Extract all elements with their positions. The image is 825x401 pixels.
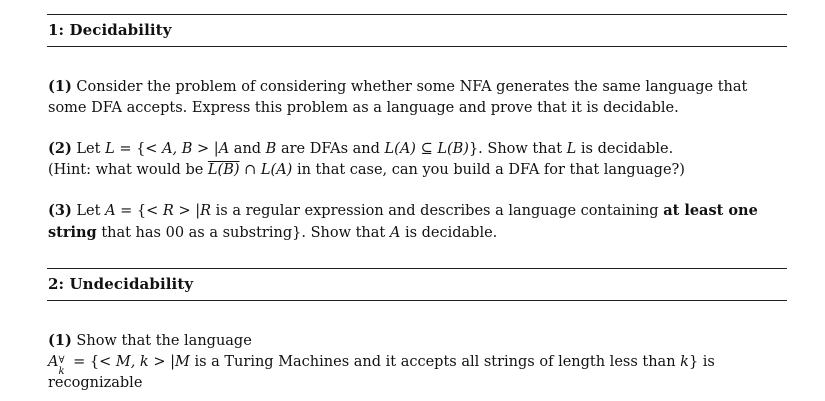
emphasis-text: at least one: [663, 202, 758, 219]
text-close: }. Show that: [468, 141, 563, 157]
math-LA: L(A): [384, 141, 416, 157]
section-header-undecidability: [47, 268, 787, 301]
math-A: A: [105, 203, 116, 219]
problem-text: is a regular expression and describes a language containing: [215, 203, 659, 219]
math-L: L: [566, 141, 577, 157]
math-A: A: [218, 141, 230, 157]
math-k-sub: k: [58, 366, 65, 377]
hint-close: in that case, can you build a DFA for that language?): [296, 162, 685, 178]
math-gt: > |: [197, 141, 219, 157]
math-sub-sup: [58, 355, 68, 377]
problem-number: (1): [48, 78, 72, 95]
problem-1-3: [48, 200, 788, 244]
math-eq: = {<: [73, 354, 112, 370]
math-cap: ∩: [244, 162, 257, 178]
problem-text: is a Turing Machines and it accepts all strings of length less than: [194, 354, 676, 370]
problem-1-2: [48, 138, 788, 181]
problem-text-line3: recognizable: [48, 375, 143, 391]
hint-open: (Hint: what would be: [48, 162, 204, 178]
text-is-decidable: is decidable.: [580, 141, 674, 157]
problem-number: (1): [48, 332, 72, 349]
math-A: A: [389, 225, 401, 241]
math-M-k: M, k: [115, 354, 149, 370]
math-A: A: [48, 354, 59, 370]
problem-1-1: [48, 76, 788, 119]
text-close: } is: [688, 354, 715, 370]
math-forall: ∀: [58, 355, 65, 366]
math-gt: > |: [178, 203, 201, 219]
math-gt: > |: [153, 354, 175, 370]
math-L: L: [105, 141, 115, 157]
math-subseteq: ⊆: [420, 141, 433, 157]
problem-2-1: [48, 330, 788, 394]
section-title: 2: Undecidability: [48, 275, 194, 293]
math-eq: = {<: [120, 203, 159, 219]
math-B: B: [265, 141, 277, 157]
section-header-decidability: [47, 14, 787, 47]
math-LB: L(B): [437, 141, 469, 157]
emphasis-text: string: [48, 224, 97, 241]
math-k: k: [680, 354, 689, 370]
math-A-B: A, B: [162, 141, 193, 157]
text-are: are DFAs and: [280, 141, 380, 157]
problem-number: (3): [48, 202, 72, 219]
math-LA: L(A): [260, 162, 293, 178]
text-let: Let: [76, 203, 101, 219]
math-R: R: [162, 203, 174, 219]
text-is-decidable: is decidable.: [404, 225, 498, 241]
math-LB-complement: L(B): [207, 162, 240, 178]
text-and: and: [233, 141, 262, 157]
math-eq: = {<: [119, 141, 158, 157]
problem-text: that has 00 as a substring}. Show that: [101, 225, 386, 241]
math-M: M: [174, 354, 190, 370]
section-title: 1: Decidability: [48, 21, 172, 39]
problem-text-line1: Consider the problem of considering whether some NFA generates the same language that: [76, 79, 748, 95]
math-R: R: [200, 203, 212, 219]
problem-number: (2): [48, 140, 72, 157]
problem-text-line1: Show that the language: [76, 333, 252, 349]
problem-text-line2: some DFA accepts. Express this problem as a language and prove that it is decidable.: [48, 100, 679, 116]
text-let: Let: [76, 141, 101, 157]
